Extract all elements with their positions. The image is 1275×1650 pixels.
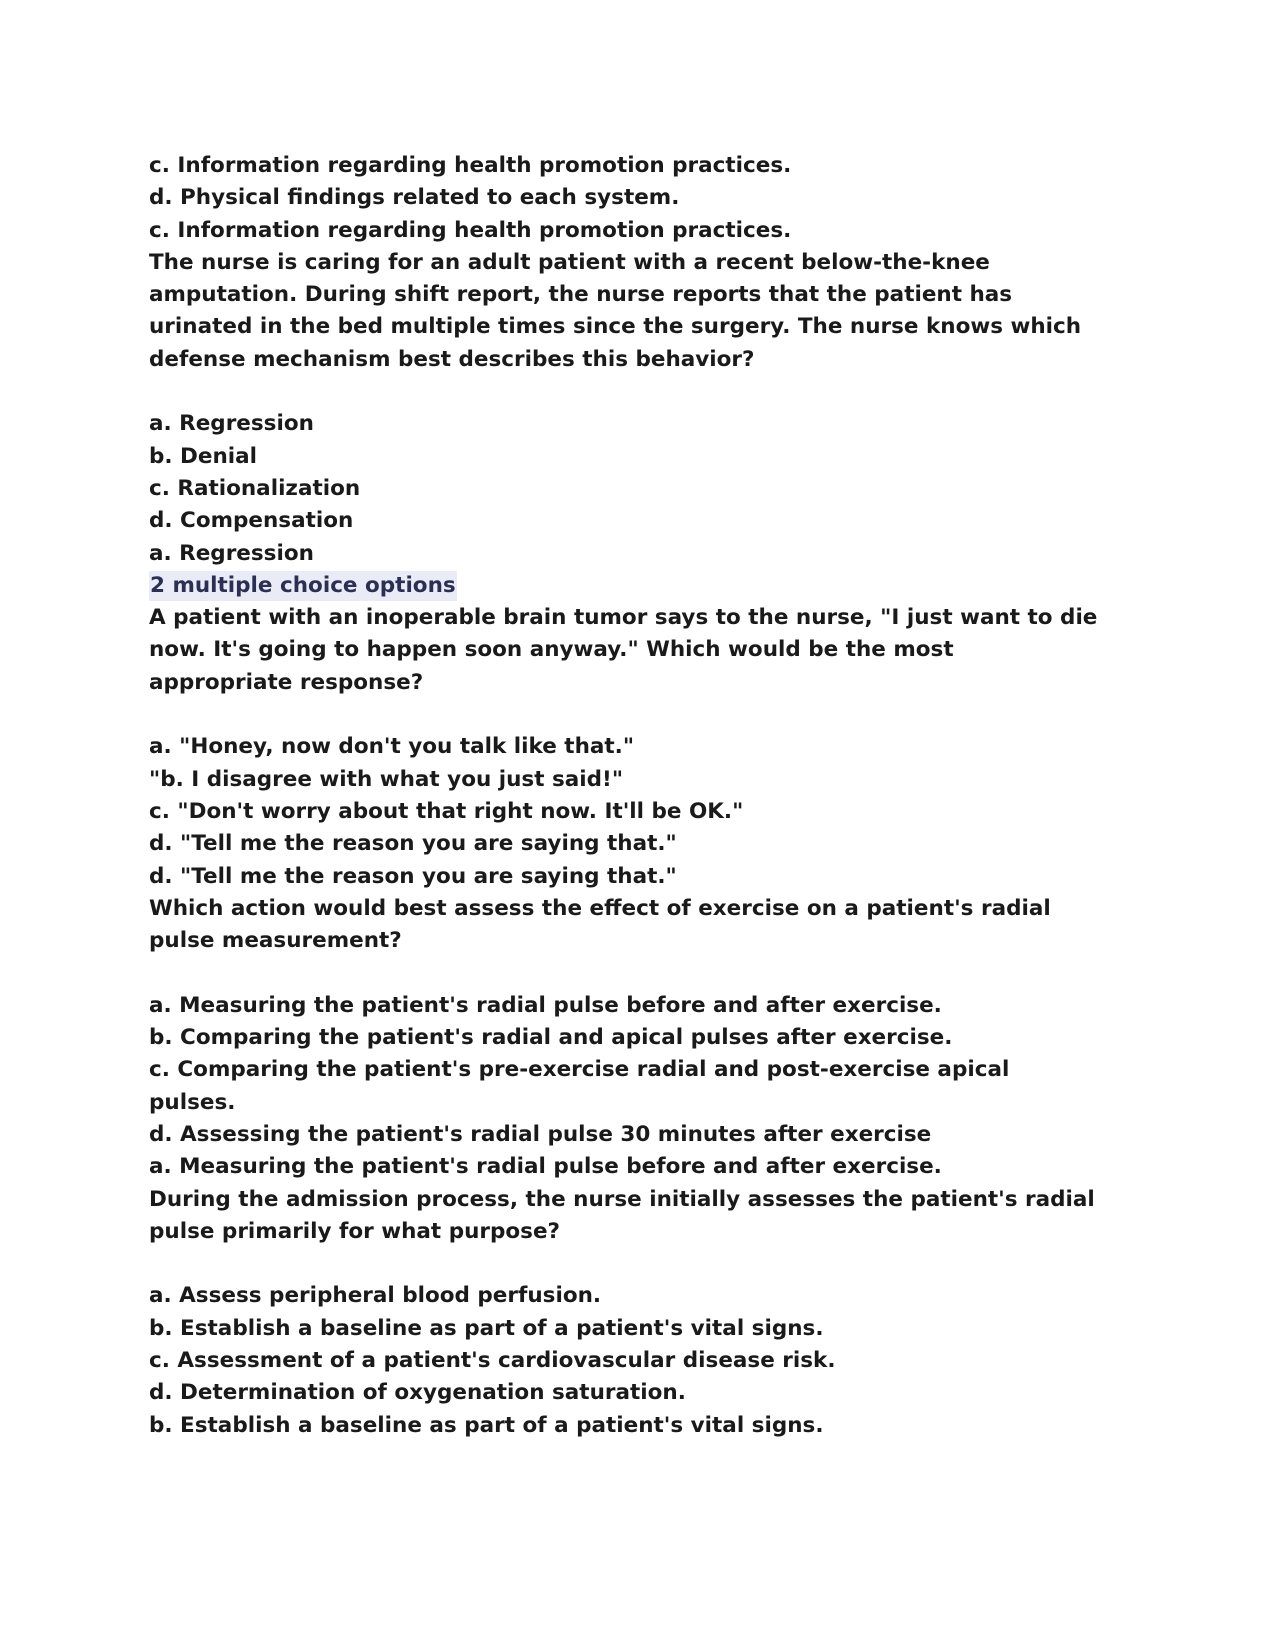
question-4-option-a: a. Assess peripheral blood perfusion. — [149, 1283, 602, 1309]
question-4-option-d: d. Determination of oxygenation saturation. — [149, 1380, 686, 1406]
question-4-option-b: b. Establish a baseline as part of a patient's vital signs. — [149, 1315, 824, 1341]
question-2 — [149, 602, 1149, 893]
question-2-option-a: a. "Honey, now don't you talk like that." — [149, 734, 635, 760]
question-3-text-line-2: pulse measurement? — [149, 928, 402, 954]
question-3 — [149, 893, 1149, 1184]
question-2-text-line-3: appropriate response? — [149, 669, 424, 695]
question-4-text-line-2: pulse primarily for what purpose? — [149, 1218, 561, 1244]
question-1-text-line-2: amputation. During shift report, the nurse reports that the patient has — [149, 282, 1013, 308]
question-1-text-line-1: The nurse is caring for an adult patient with a recent below-the-knee — [149, 249, 990, 275]
spacer — [149, 699, 1149, 731]
question-2-option-d: d. "Tell me the reason you are saying that." — [149, 831, 677, 857]
prev-answer-line-2: d. Physical findings related to each system. — [149, 185, 680, 211]
highlight-label-row — [149, 570, 1149, 602]
prev-answer-line-1: c. Information regarding health promotion practices. — [149, 153, 792, 178]
spacer — [149, 957, 1149, 989]
question-1-option-b: b. Denial — [149, 443, 258, 469]
multiple-choice-highlight[interactable]: 2 multiple choice options — [149, 571, 457, 601]
question-1-option-d: d. Compensation — [149, 508, 354, 534]
question-2-text-line-1: A patient with an inoperable brain tumor says to the nurse, "I just want to die — [149, 605, 1098, 631]
question-3-option-c: c. Comparing the patient's pre-exercise radial and post-exercise apical — [149, 1057, 1010, 1083]
question-1-text-line-3: urinated in the bed multiple times since the surgery. The nurse knows which — [149, 314, 1082, 340]
question-1-answer: a. Regression — [149, 540, 314, 566]
document-page — [149, 150, 1149, 1442]
question-1-option-c: c. Rationalization — [149, 475, 361, 501]
question-1-option-a: a. Regression — [149, 411, 314, 437]
question-2-text-line-2: now. It's going to happen soon anyway." Which would be the most — [149, 637, 954, 663]
question-2-answer: d. "Tell me the reason you are saying that." — [149, 863, 677, 889]
question-3-text-line-1: Which action would best assess the effect of exercise on a patient's radial — [149, 895, 1051, 921]
question-4-option-c: c. Assessment of a patient's cardiovascular disease risk. — [149, 1347, 836, 1373]
spacer — [149, 1248, 1149, 1280]
question-3-option-d: d. Assessing the patient's radial pulse 30 minutes after exercise — [149, 1121, 932, 1147]
spacer — [149, 376, 1149, 408]
question-4-answer: b. Establish a baseline as part of a patient's vital signs. — [149, 1412, 824, 1438]
prev-answer-line-3: c. Information regarding health promotion practices. — [149, 217, 792, 243]
question-4-text-line-1: During the admission process, the nurse initially assesses the patient's radial — [149, 1186, 1095, 1212]
question-1-text-line-4: defense mechanism best describes this behavior? — [149, 346, 755, 372]
question-1 — [149, 247, 1149, 570]
question-3-option-b: b. Comparing the patient's radial and apical pulses after exercise. — [149, 1025, 953, 1051]
question-2-option-c: c. "Don't worry about that right now. It'll be OK." — [149, 798, 744, 824]
question-3-answer: a. Measuring the patient's radial pulse before and after exercise. — [149, 1154, 942, 1180]
question-3-option-a: a. Measuring the patient's radial pulse before and after exercise. — [149, 992, 942, 1018]
question-2-option-b: "b. I disagree with what you just said!" — [149, 766, 624, 792]
question-3-option-c-cont: pulses. — [149, 1089, 236, 1115]
question-4 — [149, 1184, 1149, 1442]
